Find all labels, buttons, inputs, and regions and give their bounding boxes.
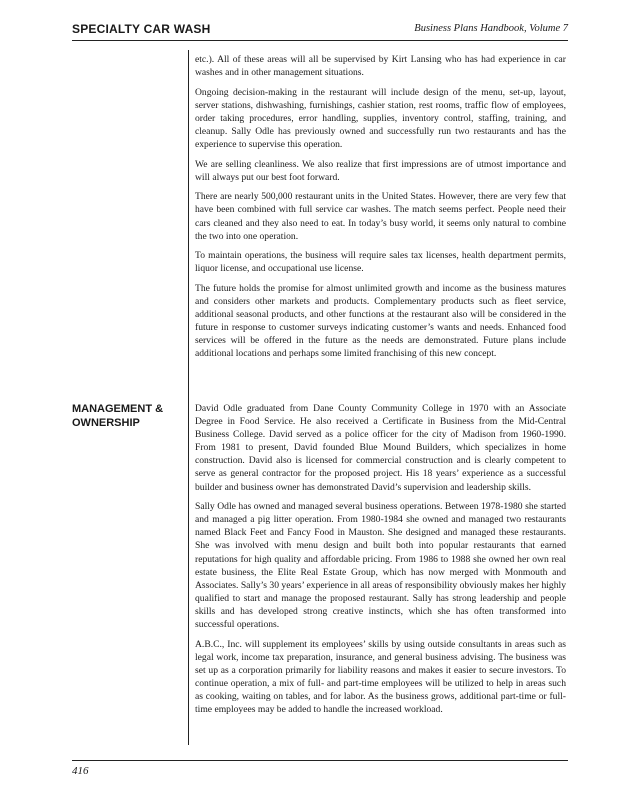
header-divider xyxy=(72,40,568,41)
paragraph: To maintain operations, the business will require sales tax licenses, health department permits, liquor license, and occupational use license. xyxy=(195,250,566,275)
section-heading xyxy=(72,402,182,430)
running-header xyxy=(72,22,568,38)
footer-divider xyxy=(72,760,568,761)
paragraph: A.B.C., Inc. will supplement its employees’ skills by using outside consultants in areas such as legal work, income tax preparation, insurance, and general business advising. The business was set up as a corporation primarily for liability reasons and makes it easier to secure investors. To continue operation, a mix of full- and part-time employees will be utilized to help in areas such as cooking, waiting on tables, and for labor. As the business grows, additional part-time or full-time employees may be added to handle the increased workload. xyxy=(195,638,566,716)
column-divider xyxy=(188,50,189,745)
management-text-block xyxy=(195,402,566,723)
section-heading-line: MANAGEMENT & xyxy=(72,403,164,415)
chapter-title: SPECIALTY CAR WASH xyxy=(72,22,211,36)
paragraph: Sally Odle has owned and managed several business operations. Between 1978-1980 she started and managed a pig litter operation. From 1980-1984 she owned and managed two restaurants named Black Feet and Fancy Food in Mauston. She designed and managed these restaurants. She was involved with menu design and built both into popular restaurants that earned reputations for high quality and affordable pricing. From 1986 to 1988 she owned her own real estate business, the Elite Real Estate Group, which has now merged with Monmouth and Associates. Sally’s 30 years’ experience in all areas of responsibility obviously makes her highly qualified to start and manage the proposed restaurant. Sally has strong leadership and people skills and has developed strong creative instincts, which she has often transformed into successful operations. xyxy=(195,501,566,630)
paragraph: We are selling cleanliness. We also realize that first impressions are of utmost importance and will always put our best foot forward. xyxy=(195,158,566,183)
paragraph: There are nearly 500,000 restaurant units in the United States. However, there are very few that have been combined with full service car washes. The match seems perfect. People need their cars cleaned and they also need to eat. In today’s busy world, it seems only natural to combine the two into one operation. xyxy=(195,191,566,242)
page-number: 416 xyxy=(72,765,89,777)
paragraph: The future holds the promise for almost unlimited growth and income as the business matures and considers other markets and products. Complementary products such as fleet service, additional seasonal products, and other functions at the restaurant also will be considered in the future in response to customer surveys indicating customer’s wants and needs. Enhanced food services will be offered in the future as the needs are demonstrated. Future plans include additional locations and perhaps some limited franchising of this new concept. xyxy=(195,282,566,360)
paragraph: David Odle graduated from Dane County Community College in 1970 with an Associate Degree in Food Service. He also received a Certificate in Business from the Mid-Central Business College. David served as a police officer for the city of Madison from 1960-1990. From 1981 to present, David founded Blue Mound Builders, which specializes in home construction. David also is licensed for commercial construction and is clearly competent to serve as general contractor for the proposed project. His 18 years’ experience as a successful builder and business owner has demonstrated David’s supervision and leadership skills. xyxy=(195,403,566,493)
paragraph: Ongoing decision-making in the restaurant will include design of the menu, set-up, layout, server stations, dishwashing, furnishings, cashier station, rest rooms, traffic flow of employees, order taking procedures, error handling, supplies, inventory control, staffing, training, and cleanup. Sally Odle has previously owned and successfully run two restaurants and has the experience to supervise this operation. xyxy=(195,86,566,151)
publication-title: Business Plans Handbook, Volume 7 xyxy=(414,23,568,34)
paragraph: etc.). All of these areas will all be supervised by Kirt Lansing who has had experience in car washes and in other management situations. xyxy=(195,54,566,79)
section-heading-line: OWNERSHIP xyxy=(72,417,140,429)
intro-text-block xyxy=(195,53,566,367)
